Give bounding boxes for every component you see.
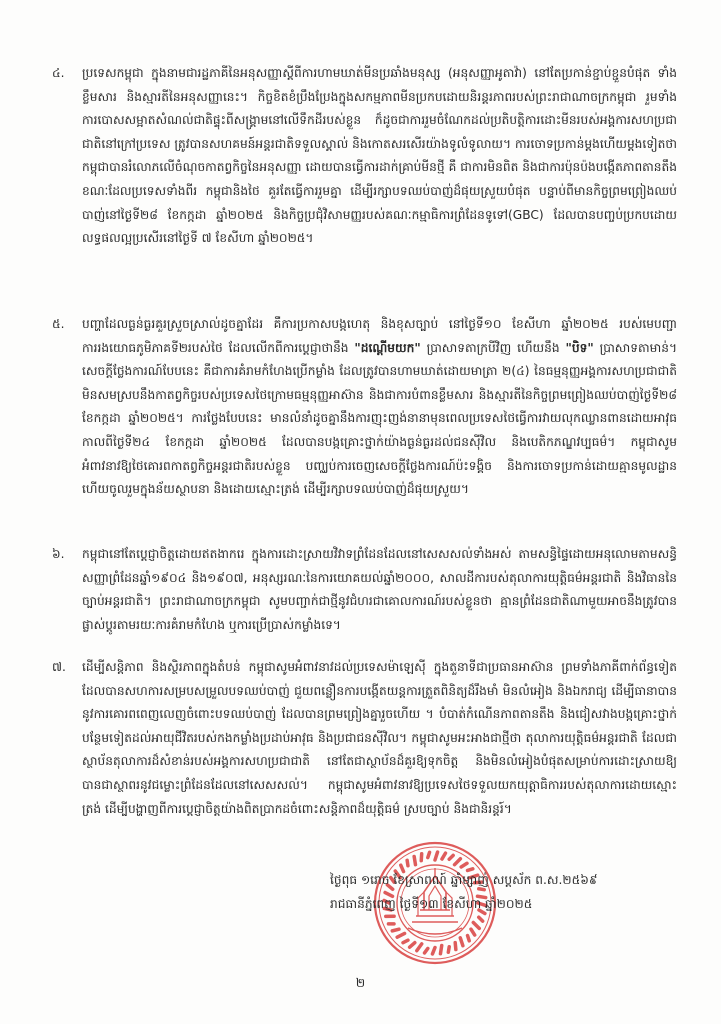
seal-lettering-glyph bbox=[479, 917, 483, 921]
paragraph-6 bbox=[52, 543, 677, 637]
seal-lettering-glyph bbox=[455, 943, 456, 950]
paragraph-text: ប្រទេសកម្ពុជា ក្នុងនាមជារដ្ឋភាគីនៃអនុសញ្ញាស្តីពីការហាមឃាត់មីនប្រឆាំងមនុស្ស (អនុសញ្ញាអូតាវ៉ា) នៅតែប្រកាន់ខ្ជាប់ខ្ជួនបំផុត ទាំងខ្លឹមសារ និងស្មារតីនៃអនុសញ្ញានេះ។ កិច្ចខិតខំប្រឹងប្រែងក្នុងសកម្មភាពមីនប្រកបដោយនិរន្តរភាពរបស់ព្រះរាជាណាចក្រកម្ពុជា រួមទាំងការបោសសម្អាតសំណល់ជាតិផ្ទុះពីសង្គ្រាមនៅលើទឹកដីរបស់ខ្លួន ក៏ដូចជាការរួមចំណែកដល់ប្រតិបត្តិការដោះមីនរបស់អង្គការសហប្រជាជាតិនៅក្រៅប្រទេស ត្រូវបានសហគមន៍អន្តរជាតិទទួលស្គាល់ និងកោតសរសើរយ៉ាងទូលំទូលាយ។ ការចោទប្រកាន់ម្តងហើយម្តងទៀតថាកម្ពុជាបានរំលោភលើចំណុចកាតព្វកិច្ចនៃអនុសញ្ញា ដោយបានធ្វើការដាក់គ្រាប់មីនថ្មី គឺ ជាការមិនពិត និងជាការប៉ុនប៉ងបង្កើតភាពតានតឹង ខណៈដែលប្រទេសទាំងពីរ កម្ពុជានិងថៃ គួរតែធ្វើការរួមគ្នា ដើម្បីរក្សាបទឈប់បាញ់ដ៏ផុយស្រួយបំផុត បន្ទាប់ពីមានកិច្ចព្រមព្រៀងឈប់បាញ់នៅថ្ងៃទី២៨ ខែកក្កដា ឆ្នាំ២០២៥ និងកិច្ចប្រជុំវិសាមញ្ញរបស់គណៈកម្មាធិការព្រំដែនទូទៅ(GBC) ដែលបានបញ្ចប់ប្រកបដោយលទ្ធផលល្អប្រសើរនៅថ្ងៃទី ៧ ខែសីហា ឆ្នាំ២០២៥។ bbox=[82, 66, 677, 246]
emphasis-seize: "ដណ្តើមយក" bbox=[354, 340, 421, 355]
seal-lettering-glyph bbox=[392, 929, 399, 931]
paragraph-text-part: បញ្ហាដែលធ្ងន់ធ្ងរគួរស្រួចស្រាល់ដូចគ្នាដែរ គឺការប្រកាសបង្កហេតុ និងខុសច្បាប់ នៅថ្ងៃទី១០ ខែសីហា ឆ្នាំ២០២៥ របស់មេបញ្ជាការរងយោធភូមិភាគទី២របស់ថៃ ដែលលើកពីការប្តេជ្ញាថានឹង bbox=[82, 317, 677, 355]
seal-lettering-glyph bbox=[425, 948, 428, 952]
page-number: ២ bbox=[355, 975, 366, 990]
seal-lettering-glyph bbox=[432, 948, 435, 954]
paragraph-5 bbox=[52, 313, 677, 502]
paragraph-text bbox=[82, 313, 677, 502]
seal-lettering-glyph bbox=[468, 936, 470, 941]
seal-lettering-glyph bbox=[460, 938, 463, 946]
seal-lettering-glyph bbox=[461, 863, 467, 867]
paragraph-4 bbox=[52, 62, 677, 251]
seal-lettering-glyph bbox=[410, 943, 415, 948]
paragraph-7 bbox=[52, 656, 677, 821]
seal-lettering-glyph bbox=[407, 860, 408, 865]
seal-lettering-glyph bbox=[440, 945, 441, 953]
emphasis-close: "បិទ" bbox=[565, 340, 594, 355]
seal-lettering-glyph bbox=[417, 944, 422, 951]
seal-lettering-glyph bbox=[397, 933, 404, 937]
seal-lettering-glyph bbox=[455, 859, 461, 865]
paragraph-number: ៥. bbox=[52, 317, 65, 331]
seal-lettering-glyph bbox=[448, 947, 449, 952]
seal-lettering-glyph bbox=[473, 923, 479, 929]
seal-lettering-glyph bbox=[449, 855, 453, 859]
paragraph-text: ដើម្បីសន្តិភាព និងស្ថិរភាពក្នុងតំបន់ កម្ពុជាសូមអំពាវនាវដល់ប្រទេសម៉ាឡេស៊ី ក្នុងតួនាទីជាប្រធានអាស៊ាន ព្រមទាំងភាគីពាក់ព័ន្ធទៀតដែលបានសហការសម្របសម្រួលបទឈប់បាញ់ ជួយពន្លឿនការបង្កើតយន្តការត្រួតពិនិត្យដ៏រឹងមាំ មិនលំអៀង និងឯករាជ្យ ដើម្បីធានាបាននូវការគោរពពេញលេញចំពោះបទឈប់បាញ់ ដែលបានព្រមព្រៀងគ្នារួចហើយ ។ បំបាត់កំណើនភាពតានតឹង និងជៀសវាងបង្កគ្រោះថ្នាក់បន្ថែមទៀតដល់អាយុជីវិតរបស់កងកម្លាំងប្រដាប់អាវុធ និងប្រជាជនស៊ីវិល។ កម្ពុជាសូមអះអាងជាថ្មីថា តុលាការយុត្តិធម៌អន្តរជាតិ ដែលជាស្ថាប័នតុលាការដ៏សំខាន់របស់អង្គការសហប្រជាជាតិ នៅតែជាស្ថាប័នដ៏គួរឱ្យទុកចិត្ត និងមិនលំអៀងបំផុតសម្រាប់ការដោះស្រាយឱ្យបានជាស្ថាពរនូវជម្លោះព្រំដែនដែលនៅសេសសល់។ កម្ពុជាសូមអំពាវនាវឱ្យប្រទេសថៃទទួលយកយុត្តាធិការរបស់តុលាការដោយស្មោះត្រង់ ដើម្បីបង្ហាញពីការប្តេជ្ញាចិត្តយ៉ាងពិតប្រាកដចំពោះសន្តិភាពដ៏យុត្តិធម៌ ស្របច្បាប់ និងជានិរន្តរ៍។ bbox=[82, 660, 677, 816]
seal-lettering-glyph bbox=[403, 940, 408, 942]
paragraph-text-part: ប្រាសាទតាមាន់។ សេចក្តីថ្លែងការណ៍បែបនេះ គឺជាការគំរាមកំហែងប្រើកម្លាំង ដែលត្រូវបានហាមឃាត់ដោយមាត្រា ២(៤) នៃធម្មនុញ្ញអង្គការសហប្រជាជាតិ មិនសមស្របនឹងកាតព្វកិច្ចរបស់ប្រទេសថៃក្រោមធម្មនុញ្ញអាស៊ាន និងជាការបំពានខ្លឹមសារ និងស្មារតីនៃកិច្ចព្រមព្រៀងឈប់បាញ់ថ្ងៃទី២៨ ខែកក្កដា ឆ្នាំ២០២៥។ ការថ្លែងបែបនេះ មានលំនាំដូចគ្នានឹងការញុះញង់នានាមុនពេលប្រទេសថៃធ្វើការវាយលុកឈ្លានពានដោយអាវុធ កាលពីថ្ងៃទី២៤ ខែកក្កដា ឆ្នាំ២០២៥ ដែលបានបង្កគ្រោះថ្នាក់យ៉ាងធ្ងន់ធ្ងរដល់ជនស៊ីវិល និងបេតិកភណ្ឌវប្បធម៌។ កម្ពុជាសូមអំពាវនាវឱ្យថៃគោរពកាតព្វកិច្ចអន្តរជាតិរបស់ខ្លួន បញ្ឈប់ការចេញសេចក្តីថ្លែងការណ៍ប៉ះទង្គិច និងការចោទប្រកាន់ដោយគ្មានមូលដ្ឋាន ហើយចូលរួមក្នុងន័យស្ថាបនា និងដោយស្មោះត្រង់ ដើម្បីរក្សាបទឈប់បាញ់ដ៏ផុយស្រួយ។ bbox=[82, 340, 677, 497]
paragraph-number: ៦. bbox=[52, 547, 65, 561]
seal-lettering-glyph bbox=[471, 929, 475, 935]
lunar-date-line: ថ្ងៃពុធ ១រោច ខែស្រាពណ៍ ឆ្នាំម្សាញ់ សប្តស័ក ព.ស.២៥៦៩ bbox=[330, 873, 598, 887]
seal-lettering-glyph bbox=[414, 856, 415, 864]
paragraph-number: ៧. bbox=[52, 660, 66, 674]
seal-lettering-glyph bbox=[435, 852, 438, 860]
paragraph-number: ៤. bbox=[52, 66, 65, 80]
paragraph-text-part: ប្រាសាទតាក្របីវិញ ហើយនឹង bbox=[420, 340, 566, 355]
seal-lettering-glyph bbox=[428, 852, 430, 857]
place-date-line: រាជធានីភ្នំពេញ ថ្ងៃទី១៣ ខែសីហា ឆ្នាំ២០២៥ bbox=[330, 897, 533, 911]
paragraph-text: កម្ពុជានៅតែប្តេជ្ញាចិត្តដោយឥតងាករេ ក្នុងការដោះស្រាយវិវាទព្រំដែនដែលនៅសេសសល់ទាំងអស់ តាមសន្ធិផ្ទៃដោយអនុលោមតាមសន្ធិសញ្ញាព្រំដែនឆ្នាំ១៩០៤ និង១៩០៧, អនុស្សរណៈនៃការយោគយល់ឆ្នាំ២០០០, សាលដីការបស់តុលាការយុត្តិធម៌អន្តរជាតិ និងវិធាននៃច្បាប់អន្តរជាតិ។ ព្រះរាជាណាចក្រកម្ពុជា សូមបញ្ជាក់ជាថ្មីនូវជំហរជាគោលការណ៍របស់ខ្លួនថា គ្មានព្រំដែនជាតិណាមួយអាចនឹងត្រូវបានផ្លាស់ប្តូរតាមរយៈការគំរាមកំហែង ឬការប្រើប្រាស់កម្លាំងទេ។ bbox=[82, 547, 677, 632]
seal-lettering-glyph bbox=[442, 853, 446, 859]
